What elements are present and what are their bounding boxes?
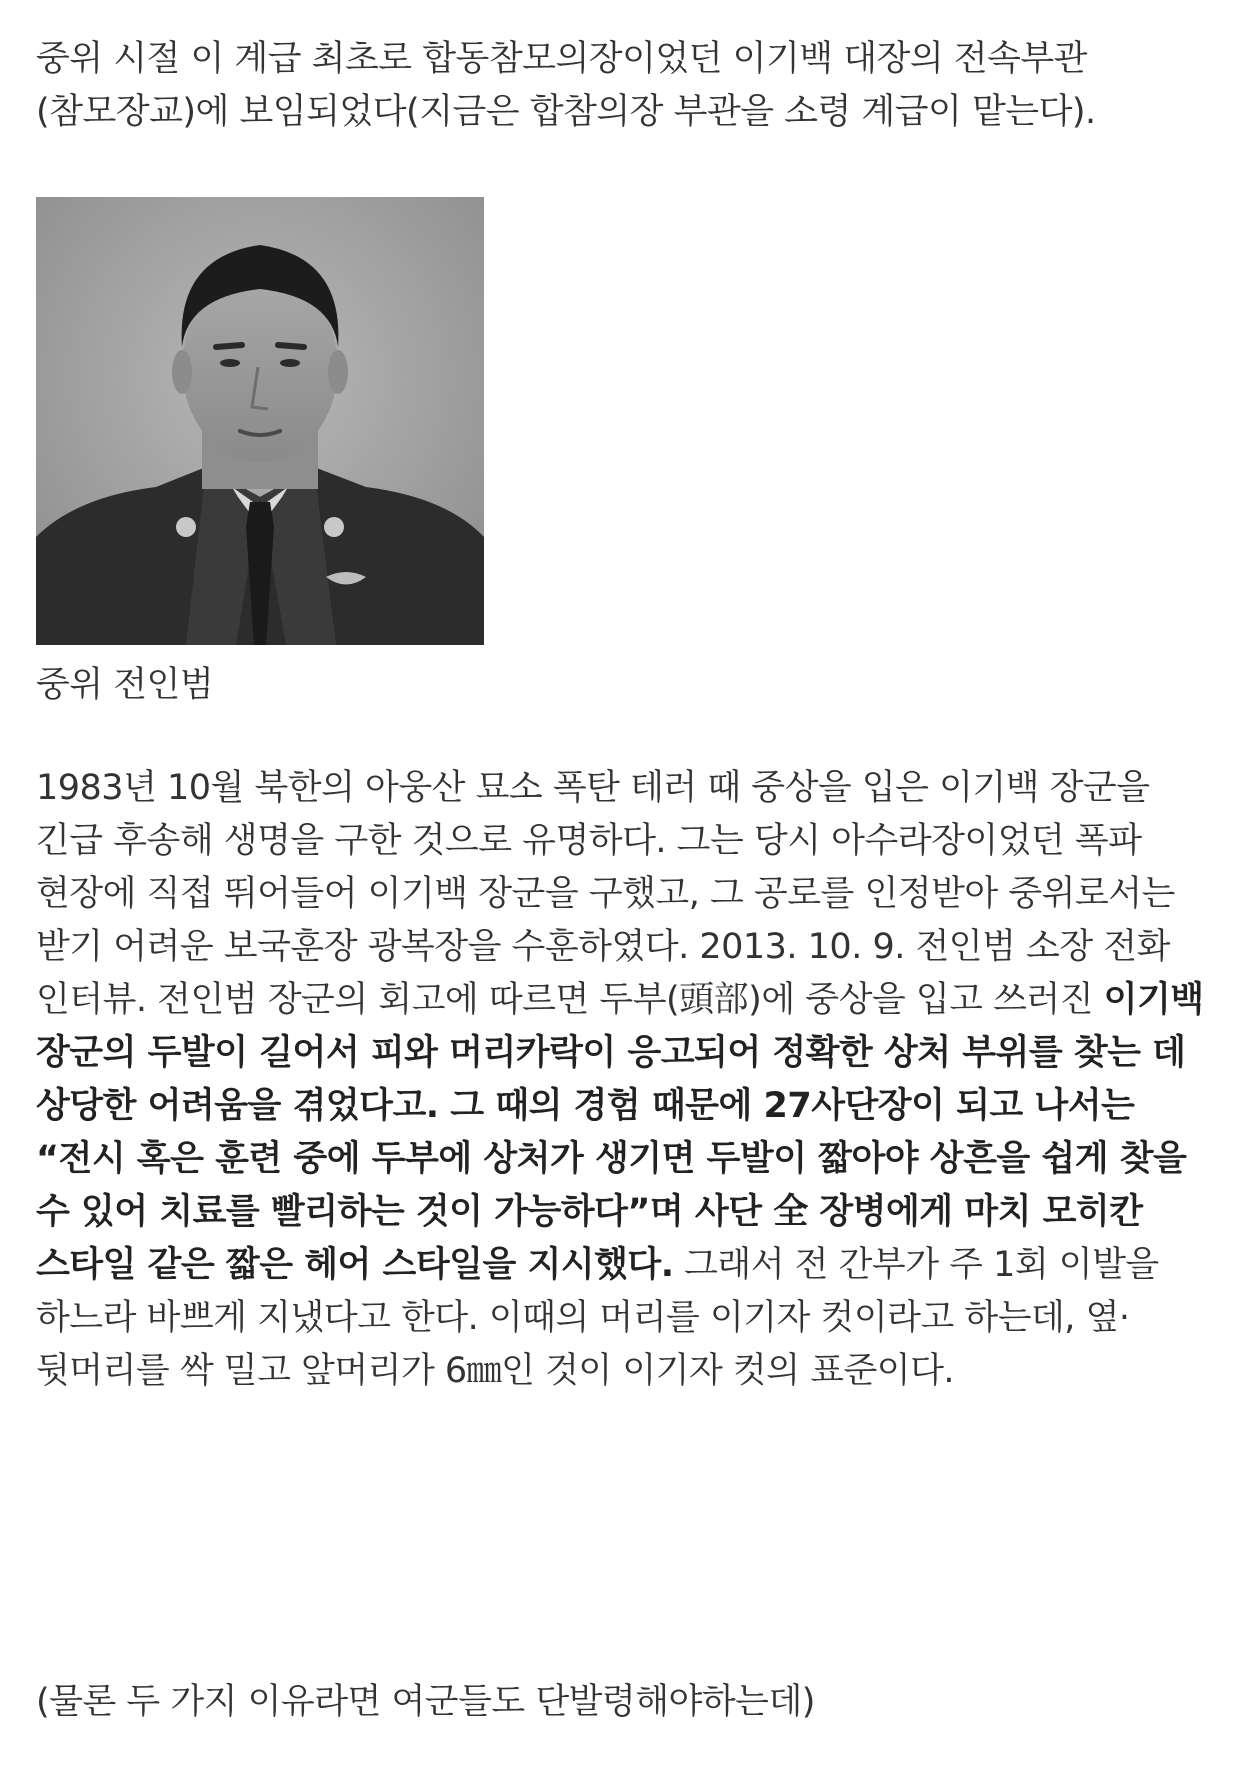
photo-caption: 중위 전인범: [36, 665, 214, 705]
body-text-part1: 1983년 10월 북한의 아웅산 묘소 폭탄 테러 때 중상을 입은 이기백 장군을 긴급 후송해 생명을 구한 것으로 유명하다. 그는 당시 아수라장이었던 폭파 현장에 직접 뛰어들어 이기백 장군을 구했고, 그 공로를 인정받아 중위로서는 받기 어려운 보국훈장 광복장을 수훈하였다. 2013. 10. 9. 전인범 소장 전화 인터뷰. 전인범 장군의 회고에 따르면 두부(頭部)에 중상을 입고 쓰러진: [36, 768, 1175, 1020]
intro-paragraph: 중위 시절 이 계급 최초로 합동참모의장이었던 이기백 대장의 전속부관(참모장교)에 보임되었다(지금은 합참의장 부관을 소령 계급이 맡는다).: [36, 39, 1096, 132]
closing-remark: (물론 두 가지 이유라면 여군들도 단발령해야하는데): [36, 1682, 815, 1722]
body-paragraph: [36, 762, 1206, 1398]
portrait-photo: [36, 197, 484, 645]
body-text-bold: 이기백 장군의 두발이 길어서 피와 머리카락이 응고되어 정확한 상처 부위를 찾는 데 상당한 어려움을 겪었다고. 그 때의 경험 때문에 27사단장이 되고 나서는 “전시 혹은 훈련 중에 두부에 상처가 생기면 두발이 짧아야 상흔을 쉽게 찾을 수 있어 치료를 빨리하는 것이 가능하다”며 사단 全 장병에게 마치 모히칸 스타일 같은 짧은 헤어 스타일을 지시했다.: [36, 980, 1204, 1285]
body-text-part2: 그래서 전 간부가 주 1회 이발을 하느라 바쁘게 지냈다고 한다. 이때의 머리를 이기자 컷이라고 하는데, 옆·뒷머리를 싹 밀고 앞머리가 6㎜인 것이 이기자 컷의 표준이다.: [36, 1245, 1159, 1391]
